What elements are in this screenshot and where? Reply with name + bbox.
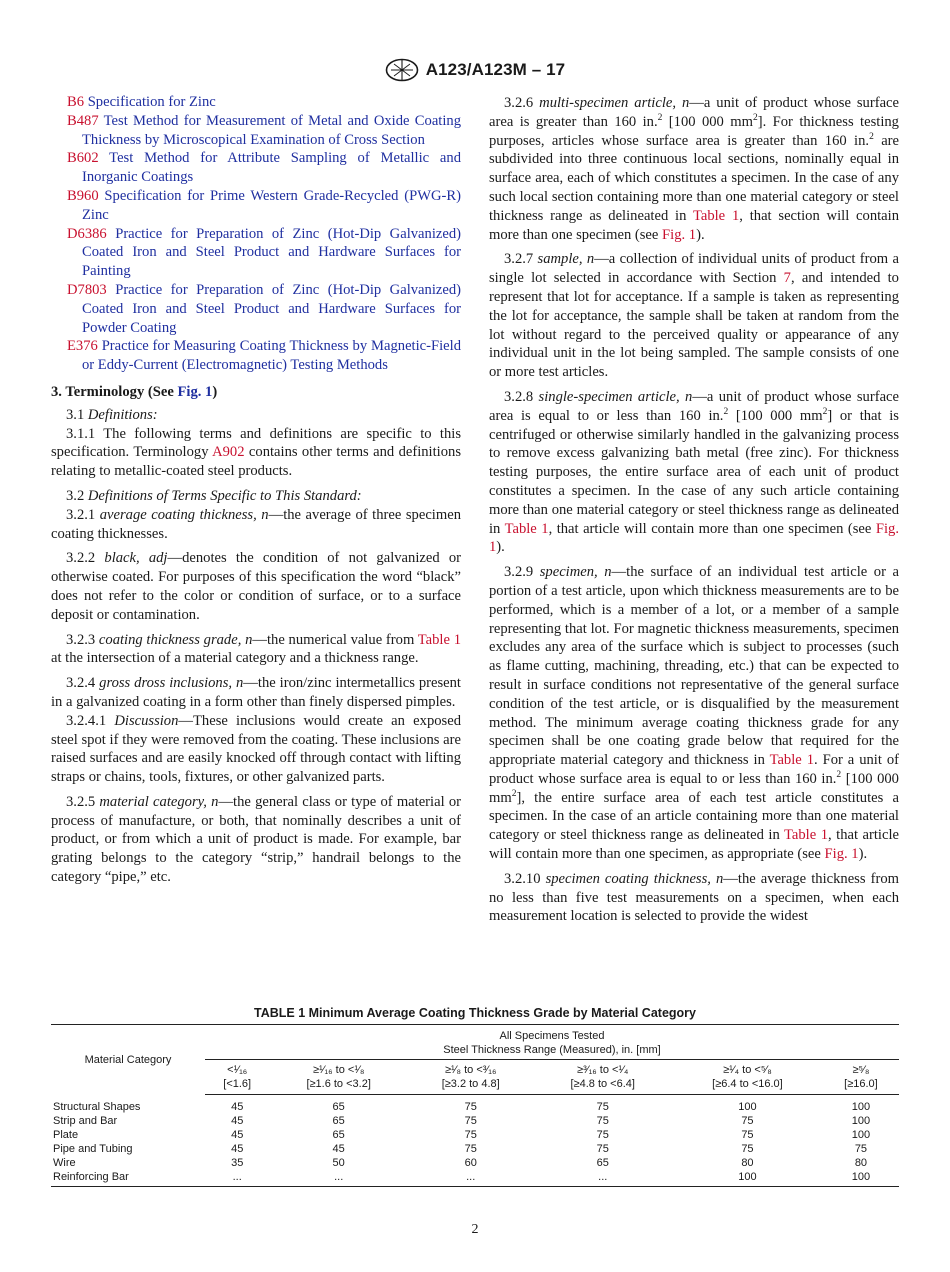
section-heading-terminology: 3. Terminology (See Fig. 1)	[51, 383, 218, 400]
a902-link[interactable]: A902	[212, 444, 245, 461]
fig-1-link[interactable]: Fig. 1	[662, 226, 697, 243]
reference-item	[51, 337, 461, 375]
reference-title: Practice for Preparation of Zinc (Hot-Dip Galvanized) Coated Iron and Steel Product and Hardware Surfaces for Painting	[82, 225, 461, 280]
row-material-name: Plate	[53, 1129, 79, 1141]
row-material-name: Strip and Bar	[53, 1115, 118, 1127]
reference-item	[51, 149, 461, 187]
para-3-2-4-1: 3.2.4.1 Discussion—These inclusions would create an exposed steel spot if they were removed from the coating. These inclusions are raised surfaces and are easily knocked off through contact with lifting straps or chains, tools, fixtures, or other galvanized parts.	[51, 712, 461, 786]
table-cell: ...	[533, 1170, 672, 1187]
table-cell: 75	[464, 1143, 477, 1155]
table-cell: 75	[464, 1115, 477, 1127]
col-group-header: All Specimens Tested Steel Thickness Range (Measured), in. [mm]	[205, 1025, 899, 1060]
designation: A123/A123M – 17	[425, 60, 566, 79]
col-header-range: ≥⁵⁄₈ [≥16.0]	[823, 1060, 899, 1095]
row-material-name: Reinforcing Bar	[51, 1170, 205, 1187]
section-7-link[interactable]: 7	[783, 270, 791, 287]
table-cell: 75	[596, 1129, 609, 1141]
table-title: TABLE 1 Minimum Average Coating Thickness Grade by Material Category	[253, 1006, 696, 1020]
table-cell: 45	[231, 1143, 244, 1155]
fig-1-link[interactable]: Fig. 1	[177, 383, 213, 400]
para-3-2: 3.2 Definitions of Terms Specific to This Standard:	[66, 487, 362, 504]
table-cell: 45	[231, 1101, 244, 1113]
reference-code-link[interactable]: B602	[67, 150, 99, 167]
table-cell: 65	[332, 1115, 345, 1127]
right-column	[489, 94, 899, 932]
reference-title: Practice for Preparation of Zinc (Hot-Dip Galvanized) Coated Iron and Steel Product and Hardware Surfaces for Powder Coating	[82, 281, 461, 336]
reference-title: Specification for Zinc	[87, 94, 216, 110]
table-row	[51, 1170, 899, 1187]
table-row	[51, 1142, 899, 1156]
table-1-link[interactable]: Table 1	[504, 520, 549, 537]
reference-item	[51, 112, 461, 150]
reference-item	[51, 281, 461, 337]
col-header-range: ≥³⁄₁₆ to <¹⁄₄ [≥4.8 to <6.4]	[533, 1060, 672, 1095]
table-cell: 100	[851, 1101, 871, 1113]
col-header-range: ≥¹⁄₈ to <³⁄₁₆ [≥3.2 to 4.8]	[408, 1060, 534, 1095]
col-header-range: ≥¹⁄₁₆ to <¹⁄₈ [≥1.6 to <3.2]	[269, 1060, 408, 1095]
row-material-name: Structural Shapes	[53, 1100, 141, 1113]
page-number: 2	[471, 1222, 479, 1237]
reference-item	[51, 225, 461, 281]
table-cell: 100	[823, 1170, 899, 1187]
para-3-2-9: 3.2.9 specimen, n—the surface of an individual test article or a portion of a test article, upon which thickness measurements are to be performed, which is a member of a lot, or a member of a sample representing that lot. For magnetic thickness measurements, specimen excludes any area of the surface which is subject to processes (such as flame cutting, machining, threading, etc.) that can be expected to result in surface conditions not representative of the general surface condition of the test article, or is disqualified by the measurement method. The minimum average coating thickness grade for any specimen shall be one coating grade below that required for the appropriate material category and thickness in Table 1. For a unit of product whose surface area is equal to or less than 160 in.$^2$ [100 000 $mm^2$], the entire surface area of each test article constitutes a specimen. In the case of an article containing more than one material category or steel thickness range as delineated in Table 1, that article will contain more than one specimen, as appropriate (see Fig. 1).	[489, 564, 899, 863]
para-3-2-3: 3.2.3 coating thickness grade, n—the numerical value from Table 1 at the intersection of a material category and a thickness range.	[51, 631, 461, 667]
table-cell: 45	[231, 1115, 244, 1127]
row-material-name: Wire	[53, 1157, 76, 1169]
para-3-2-4: 3.2.4 gross dross inclusions, n—the iron/zinc intermetallics present in a galvanized coating in a form other than finely dispersed pimples.	[51, 675, 461, 710]
table-cell: 75	[741, 1129, 754, 1141]
reference-title: Practice for Measuring Coating Thickness by Magnetic-Field or Eddy-Current (Electromagnetic) Testing Methods	[82, 338, 461, 374]
reference-code-link[interactable]: E376	[67, 338, 98, 355]
reference-code-link[interactable]: B960	[67, 187, 99, 204]
table-cell: 75	[596, 1115, 609, 1127]
reference-item	[51, 93, 461, 112]
para-3-2-5: 3.2.5 material category, n—the general class or type of material or process of manufacture, or both, that nominally describes a unit of product, or from which a unit of product is made. For example, bar grating belongs to the category “strip,” handrail belongs to the category “pipe,” etc.	[51, 793, 461, 886]
para-3-2-2: 3.2.2 black, adj—denotes the condition of not galvanized or otherwise coated. For purposes of this specification the word “black” does not refer to the color or condition of surface, or to a surface deposit or contamination.	[51, 550, 461, 623]
astm-logo-icon	[385, 58, 419, 82]
table-cell: 75	[854, 1143, 868, 1155]
reference-item	[51, 187, 461, 225]
table-cell: ...	[269, 1170, 408, 1187]
table-cell: 60	[464, 1157, 477, 1169]
reference-title: Specification for Prime Western Grade-Recycled (PWG-R) Zinc	[82, 187, 461, 223]
col-header-range: ≥¹⁄₄ to <⁵⁄₈ [≥6.4 to <16.0]	[672, 1060, 823, 1095]
reference-list	[51, 93, 461, 375]
table-1-link[interactable]: Table 1	[784, 827, 829, 844]
para-3-2-1: 3.2.1 average coating thickness, n—the average of three specimen coating thicknesses.	[51, 506, 461, 542]
row-material-name: Pipe and Tubing	[53, 1143, 133, 1155]
para-3-1-1: 3.1.1 The following terms and definitions are specific to this specification. Terminology A902 contains other terms and definitions relating to metallic-coated steel products.	[51, 425, 461, 480]
reference-code-link[interactable]: D7803	[67, 281, 107, 298]
table-cell: 75	[596, 1143, 609, 1155]
para-3-2-10: 3.2.10 specimen coating thickness, n—the average thickness from no less than five test measurements on a specimen, when each measurement location is selected to provide the widest	[489, 870, 899, 925]
table-1	[51, 1006, 899, 1187]
table-cell: 35	[231, 1157, 244, 1169]
fig-1-link[interactable]: Fig. 1	[489, 520, 899, 556]
table-cell: ...	[408, 1170, 534, 1187]
table-cell: 45	[231, 1129, 244, 1141]
reference-title: Test Method for Measurement of Metal and Oxide Coating Thickness by Microscopical Examination of Cross Section	[82, 112, 462, 148]
coating-thickness-table	[51, 1024, 899, 1187]
table-cell: 65	[332, 1101, 345, 1113]
para-3-2-6: 3.2.6 multi-specimen article, n—a unit of product whose surface area is greater than 160 in.$^2$ [100 000 $mm^2$]. For thickness testing purposes, articles whose surface area is greater than 160 in.$^2$ are subdivided into three continuous local sections, nominally equal in surface area, each of which constitutes a specimen. In the case of any such local section containing more than one material category or steel thickness range as delineated in Table 1, that section will contain more than one specimen (see Fig. 1).	[489, 95, 900, 243]
table-cell: 65	[596, 1157, 609, 1169]
left-column	[51, 93, 461, 893]
table-row	[51, 1156, 899, 1170]
table-1-link[interactable]: Table 1	[417, 631, 461, 648]
table-row	[51, 1095, 899, 1115]
table-cell: 100	[851, 1115, 871, 1127]
table-cell: 100	[738, 1101, 757, 1113]
fig-1-link[interactable]: Fig. 1	[824, 846, 859, 863]
col-header-range: <¹⁄₁₆ [<1.6]	[205, 1060, 269, 1095]
table-cell: 75	[596, 1101, 609, 1113]
reference-code-link[interactable]: D6386	[67, 225, 107, 242]
table-row	[51, 1114, 899, 1128]
reference-code-link[interactable]: B6	[67, 94, 85, 110]
reference-title: Test Method for Attribute Sampling of Metallic and Inorganic Coatings	[82, 150, 461, 186]
para-3-2-8: 3.2.8 single-specimen article, n—a unit of product whose surface area is equal to or less than 160 in.$^2$ [100 000 $mm^2$] or that is centrifuged or otherwise similarly handled in the galvanizing process to remove excess galvanizing bath metal (free zinc). For thickness testing purposes, the entire surface area of each unit of product constitutes a specimen. In the case of any such article containing more than one material category or steel thickness range as delineated in Table 1, that article will contain more than one specimen (see Fig. 1).	[489, 388, 899, 556]
table-cell: ...	[205, 1170, 269, 1187]
table-cell: 45	[332, 1143, 345, 1155]
table-1-link[interactable]: Table 1	[692, 207, 740, 224]
table-cell: 65	[332, 1129, 345, 1141]
table-cell: 80	[854, 1157, 868, 1169]
table-1-link[interactable]: Table 1	[769, 752, 814, 769]
table-cell: 75	[464, 1129, 477, 1141]
table-cell: 50	[332, 1157, 345, 1169]
para-3-1: 3.1 Definitions:	[66, 406, 158, 423]
col-header-material-category: Material Category	[51, 1025, 205, 1095]
table-cell: 75	[464, 1101, 477, 1113]
table-cell: 75	[741, 1115, 754, 1127]
table-body	[51, 1095, 899, 1187]
reference-code-link[interactable]: B487	[67, 112, 99, 129]
table-cell: 80	[741, 1157, 754, 1169]
table-row	[51, 1128, 899, 1142]
page-header	[0, 57, 950, 83]
table-cell: 75	[741, 1143, 754, 1155]
para-3-2-7: 3.2.7 sample, n—a collection of individual units of product from a single lot selected in accordance with Section 7, and intended to represent that lot for acceptance. If a sample is taken as representing the lot for acceptance, the sample shall be taken at random from the lot without regard to the perceived quality or appearance of any individual unit in the lot being sampled. The sample consists of one or more test articles.	[489, 251, 899, 381]
table-cell: 100	[672, 1170, 823, 1187]
table-cell: 100	[851, 1129, 871, 1141]
